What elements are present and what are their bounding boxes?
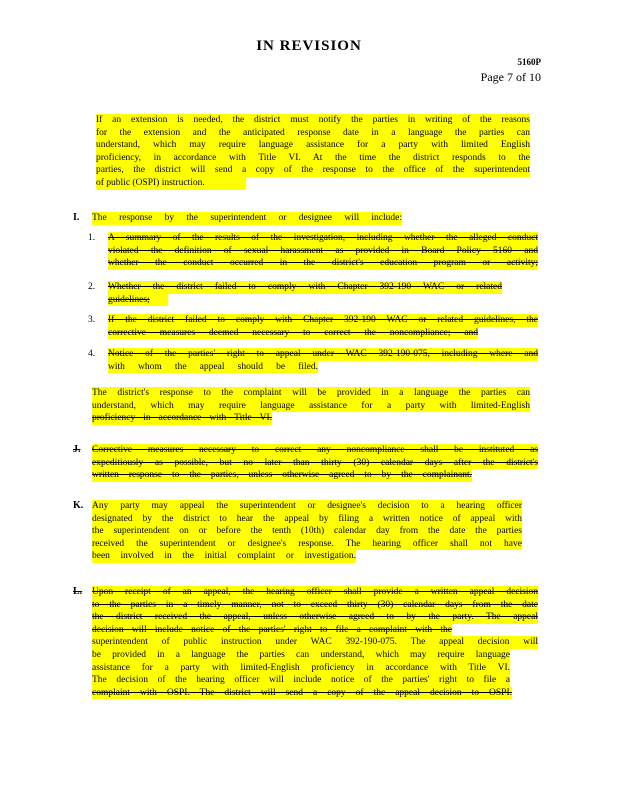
text-line: complaint with OSPI. The district will send a copy of the appeal decision to OSPI. xyxy=(92,687,512,698)
item-number: 3. xyxy=(88,315,96,325)
text-line: violated the definition of sexual harassment as provided in Board Policy 5160 and xyxy=(108,245,538,256)
text-line: decision will include notice of the parties' right to file a complaint with the xyxy=(92,624,452,635)
text-line: superintendent of public instruction under WAC 392-190-075. The appeal decision will xyxy=(92,637,538,648)
text-line: been involved in the initial complaint or investigation. xyxy=(92,551,356,562)
section-lead xyxy=(92,212,402,225)
text-line: understand, which may require language assistance for a party with limited-English xyxy=(92,400,530,411)
item-number: 4. xyxy=(88,349,96,359)
text-line: The district's response to the complaint will be provided in a language the parties can xyxy=(92,388,530,398)
closing-paragraph xyxy=(92,387,530,425)
text-line: Notice of the parties' right to appeal under WAC 392-190-075, including where and xyxy=(108,349,538,359)
text-line: The decision of the hearing officer will include notice of the parties' right to file a xyxy=(92,675,510,686)
text-line: designated by the district to hear the appeal by filing a written notice of appeal with xyxy=(92,513,522,524)
text-line: with whom the appeal should be filed. xyxy=(108,361,318,372)
text-line: guidelines; xyxy=(108,294,168,307)
text-line: The response by the superintendent or designee will include: xyxy=(92,213,402,223)
text-line: be provided in a language the parties can understand, which may require language xyxy=(92,649,510,660)
text-line: parties, the district will send a copy of the response to the office of the superintendent xyxy=(96,165,530,176)
text-line: assistance for a party with limited-English proficiency in accordance with Title VI. xyxy=(92,662,510,673)
item-number: 2. xyxy=(88,282,96,292)
text-line: whether the conduct occurred in the district's education program or activity; xyxy=(108,258,538,269)
section-j-paragraph xyxy=(92,444,538,482)
section-label: L. xyxy=(73,586,83,597)
text-line: of public (OSPI) instruction. xyxy=(96,177,246,190)
text-line: If an extension is needed, the district must notify the parties in writing of the reasons xyxy=(96,115,530,125)
text-line: Whether the district failed to comply with Chapter 392-190 WAC or related xyxy=(108,282,502,292)
section-label: I. xyxy=(73,212,80,223)
text-line: Corrective measures necessary to correct any noncompliance shall be instituted as xyxy=(92,445,538,455)
section-l-paragraph xyxy=(92,586,538,699)
list-item xyxy=(88,314,538,339)
text-line: written response to the parties, unless otherwise agreed to by the complainant. xyxy=(92,470,472,481)
text-line: received the superintendent or designee's response. The hearing officer shall not have xyxy=(92,538,522,549)
text-line: proficiency, in accordance with Title VI. At the time the district responds to the xyxy=(96,152,530,163)
section-label: K. xyxy=(73,500,84,511)
text-line: the superintendent on or before the tenth (10th) calendar day from the date the parties xyxy=(92,526,522,537)
page-number: Page 7 of 10 xyxy=(480,70,541,84)
section-label: J. xyxy=(73,444,81,455)
list-item xyxy=(88,281,502,306)
text-line: to the parties in a timely manner, not to exceed thirty (30) calendar days from the date xyxy=(92,599,538,610)
list-item xyxy=(88,232,538,270)
text-line: for the extension and the anticipated response date in a language the parties can xyxy=(96,127,530,138)
text-line: proficiency in accordance with Title VI. xyxy=(92,413,272,424)
text-line: understand, which may require language assistance for a party with limited English xyxy=(96,140,530,151)
intro-paragraph xyxy=(96,114,530,190)
text-line: A summary of the results of the investigation, including whether the alleged conduct xyxy=(108,233,538,243)
list-item xyxy=(88,348,538,373)
document-title: IN REVISION xyxy=(256,38,362,54)
text-line: the district received the appeal, unless otherwise agreed to by the party. The appeal xyxy=(92,612,538,623)
text-line: Upon receipt of an appeal, the hearing officer shall provide a written appeal decision xyxy=(92,587,538,597)
procedure-code: 5160P xyxy=(517,57,541,67)
text-line: Any party may appeal the superintendent or designee's decision to a hearing officer xyxy=(92,501,522,511)
text-line: If the district failed to comply with Chapter 392-190 WAC or related guidelines, the xyxy=(108,315,538,325)
item-number: 1. xyxy=(88,233,96,243)
text-line: corrective measures deemed necessary to correct the noncompliance; and xyxy=(108,327,478,338)
section-k-paragraph xyxy=(92,500,522,563)
text-line: expeditiously as possible, but no later than thirty (30) calendar days after the district's xyxy=(92,457,538,468)
